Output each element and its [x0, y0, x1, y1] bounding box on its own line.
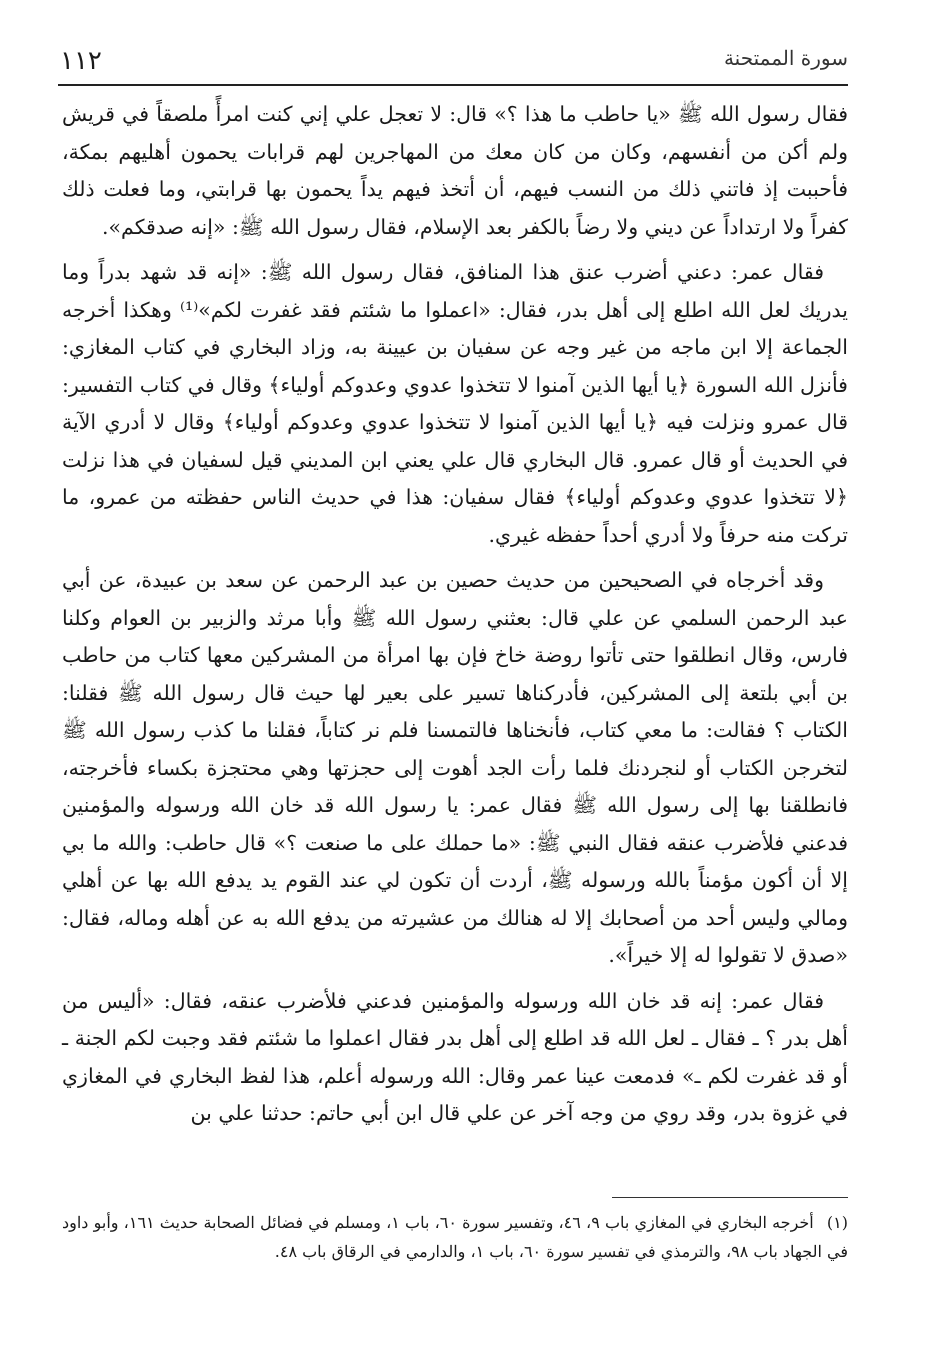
page-header — [60, 40, 848, 84]
paragraph-2: فقال عمر: دعني أضرب عنق هذا المنافق، فقال رسول الله ﷺ: «إنه قد شهد بدراً وما يدريك لعل الله اطلع إلى أهل بدر، فقال: «اعملوا ما شئتم فقد غفرت لكم»⁽¹⁾ وهكذا أخرجه الجماعة إلا ابن ماجه من غير وجه عن سفيان بن عيينة به، وزاد البخاري في كتاب المغازي: فأنزل الله السورة ﴿يا أيها الذين آمنوا لا تتخذوا عدوي وعدوكم أولياء﴾ وقال في كتاب التفسير: قال عمرو ونزلت فيه ﴿يا أيها الذين آمنوا لا تتخذوا عدوي وعدوكم أولياء﴾ وقال لا أدري الآية في الحديث أو قال عمرو. قال البخاري قال علي يعني ابن المديني قيل لسفيان في هذا نزلت ﴿لا تتخذوا عدوي وعدوكم أولياء﴾ فقال سفيان: هذا في حديث الناس حفظته من عمرو، ما تركت منه حرفاً ولا أدري أحداً حفظه غيري. — [62, 260, 848, 547]
footnote — [62, 1208, 848, 1266]
paragraph-4: فقال عمر: إنه قد خان الله ورسوله والمؤمنين فدعني فلأضرب عنقه، فقال: «أليس من أهل بدر ؟ ـ فقال ـ لعل الله قد اطلع إلى أهل بدر فقال اعملوا ما شئتم فقد وجبت لكم الجنة ـ أو قد غفرت لكم ـ» فدمعت عينا عمر وقال: الله ورسوله أعلم، هذا لفظ البخاري في المغازي في غزوة بدر، وقد روي من وجه آخر عن علي قال ابن أبي حاتم: حدثنا علي بن — [62, 988, 848, 1125]
header-divider — [58, 84, 848, 86]
footnote-text: أخرجه البخاري في المغازي باب ٩، ٤٦، وتفسير سورة ٦٠، باب ١، ومسلم في فضائل الصحابة حديث ١٦١، وأبو داود في الجهاد باب ٩٨، والترمذي في تفسير سورة ٦٠، باب ١، والدارمي في الرقاق باب ٤٨. — [62, 1213, 848, 1261]
paragraph-1: فقال رسول الله ﷺ «يا حاطب ما هذا ؟» قال: لا تعجل علي إني كنت امرأً ملصقاً في قريش ولم أكن من أنفسهم، وكان من كان معك من المهاجرين لهم قرابات يحمون أهليهم بمكة، فأحببت إذ فاتني ذلك من النسب فيهم، أن أتخذ فيهم يداً يحمون بها قرابتي، وما فعلت ذلك كفراً ولا ارتداداً عن ديني ولا رضاً بالكفر بعد الإسلام، فقال رسول الله ﷺ: «إنه صدقكم». — [62, 102, 848, 239]
paragraph-3: وقد أخرجاه في الصحيحين من حديث حصين بن عبد الرحمن عن سعد بن عبيدة، عن أبي عبد الرحمن السلمي عن علي قال: بعثني رسول الله ﷺ وأبا مرثد والزبير بن العوام وكلنا فارس، وقال انطلقوا حتى تأتوا روضة خاخ فإن بها امرأة من المشركين معها كتاب من حاطب بن أبي بلتعة إلى المشركين، فأدركناها تسير على بعير لها حيث قال رسول الله ﷺ فقلنا: الكتاب ؟ فقالت: ما معي كتاب، فأنخناها فالتمسنا فلم نر كتاباً، فقلنا ما كذب رسول الله ﷺ لتخرجن الكتاب أو لنجردنك فلما رأت الجد أهوت إلى حجزتها وهي محتجزة بكساء فأخرجته، فانطلقنا بها إلى رسول الله ﷺ فقال عمر: يا رسول الله قد خان الله ورسوله والمؤمنين فدعني فلأضرب عنقه فقال النبي ﷺ: «ما حملك على ما صنعت ؟» قال حاطب: والله ما بي إلا أن أكون مؤمناً بالله ورسوله ﷺ، أردت أن تكون لي عند القوم يد يدفع الله بها عن أهلي ومالي وليس أحد من أصحابك إلا له هنالك من عشيرته من يدفع الله به عن أهله وماله، فقال: «صدق لا تقولوا له إلا خيراً». — [62, 568, 849, 967]
footnote-divider — [612, 1197, 848, 1198]
page-number: ١١٢ — [60, 46, 102, 76]
main-text — [62, 96, 848, 1141]
surah-title: سورة الممتحنة — [723, 46, 848, 70]
footnote-marker: (١) — [826, 1213, 849, 1232]
